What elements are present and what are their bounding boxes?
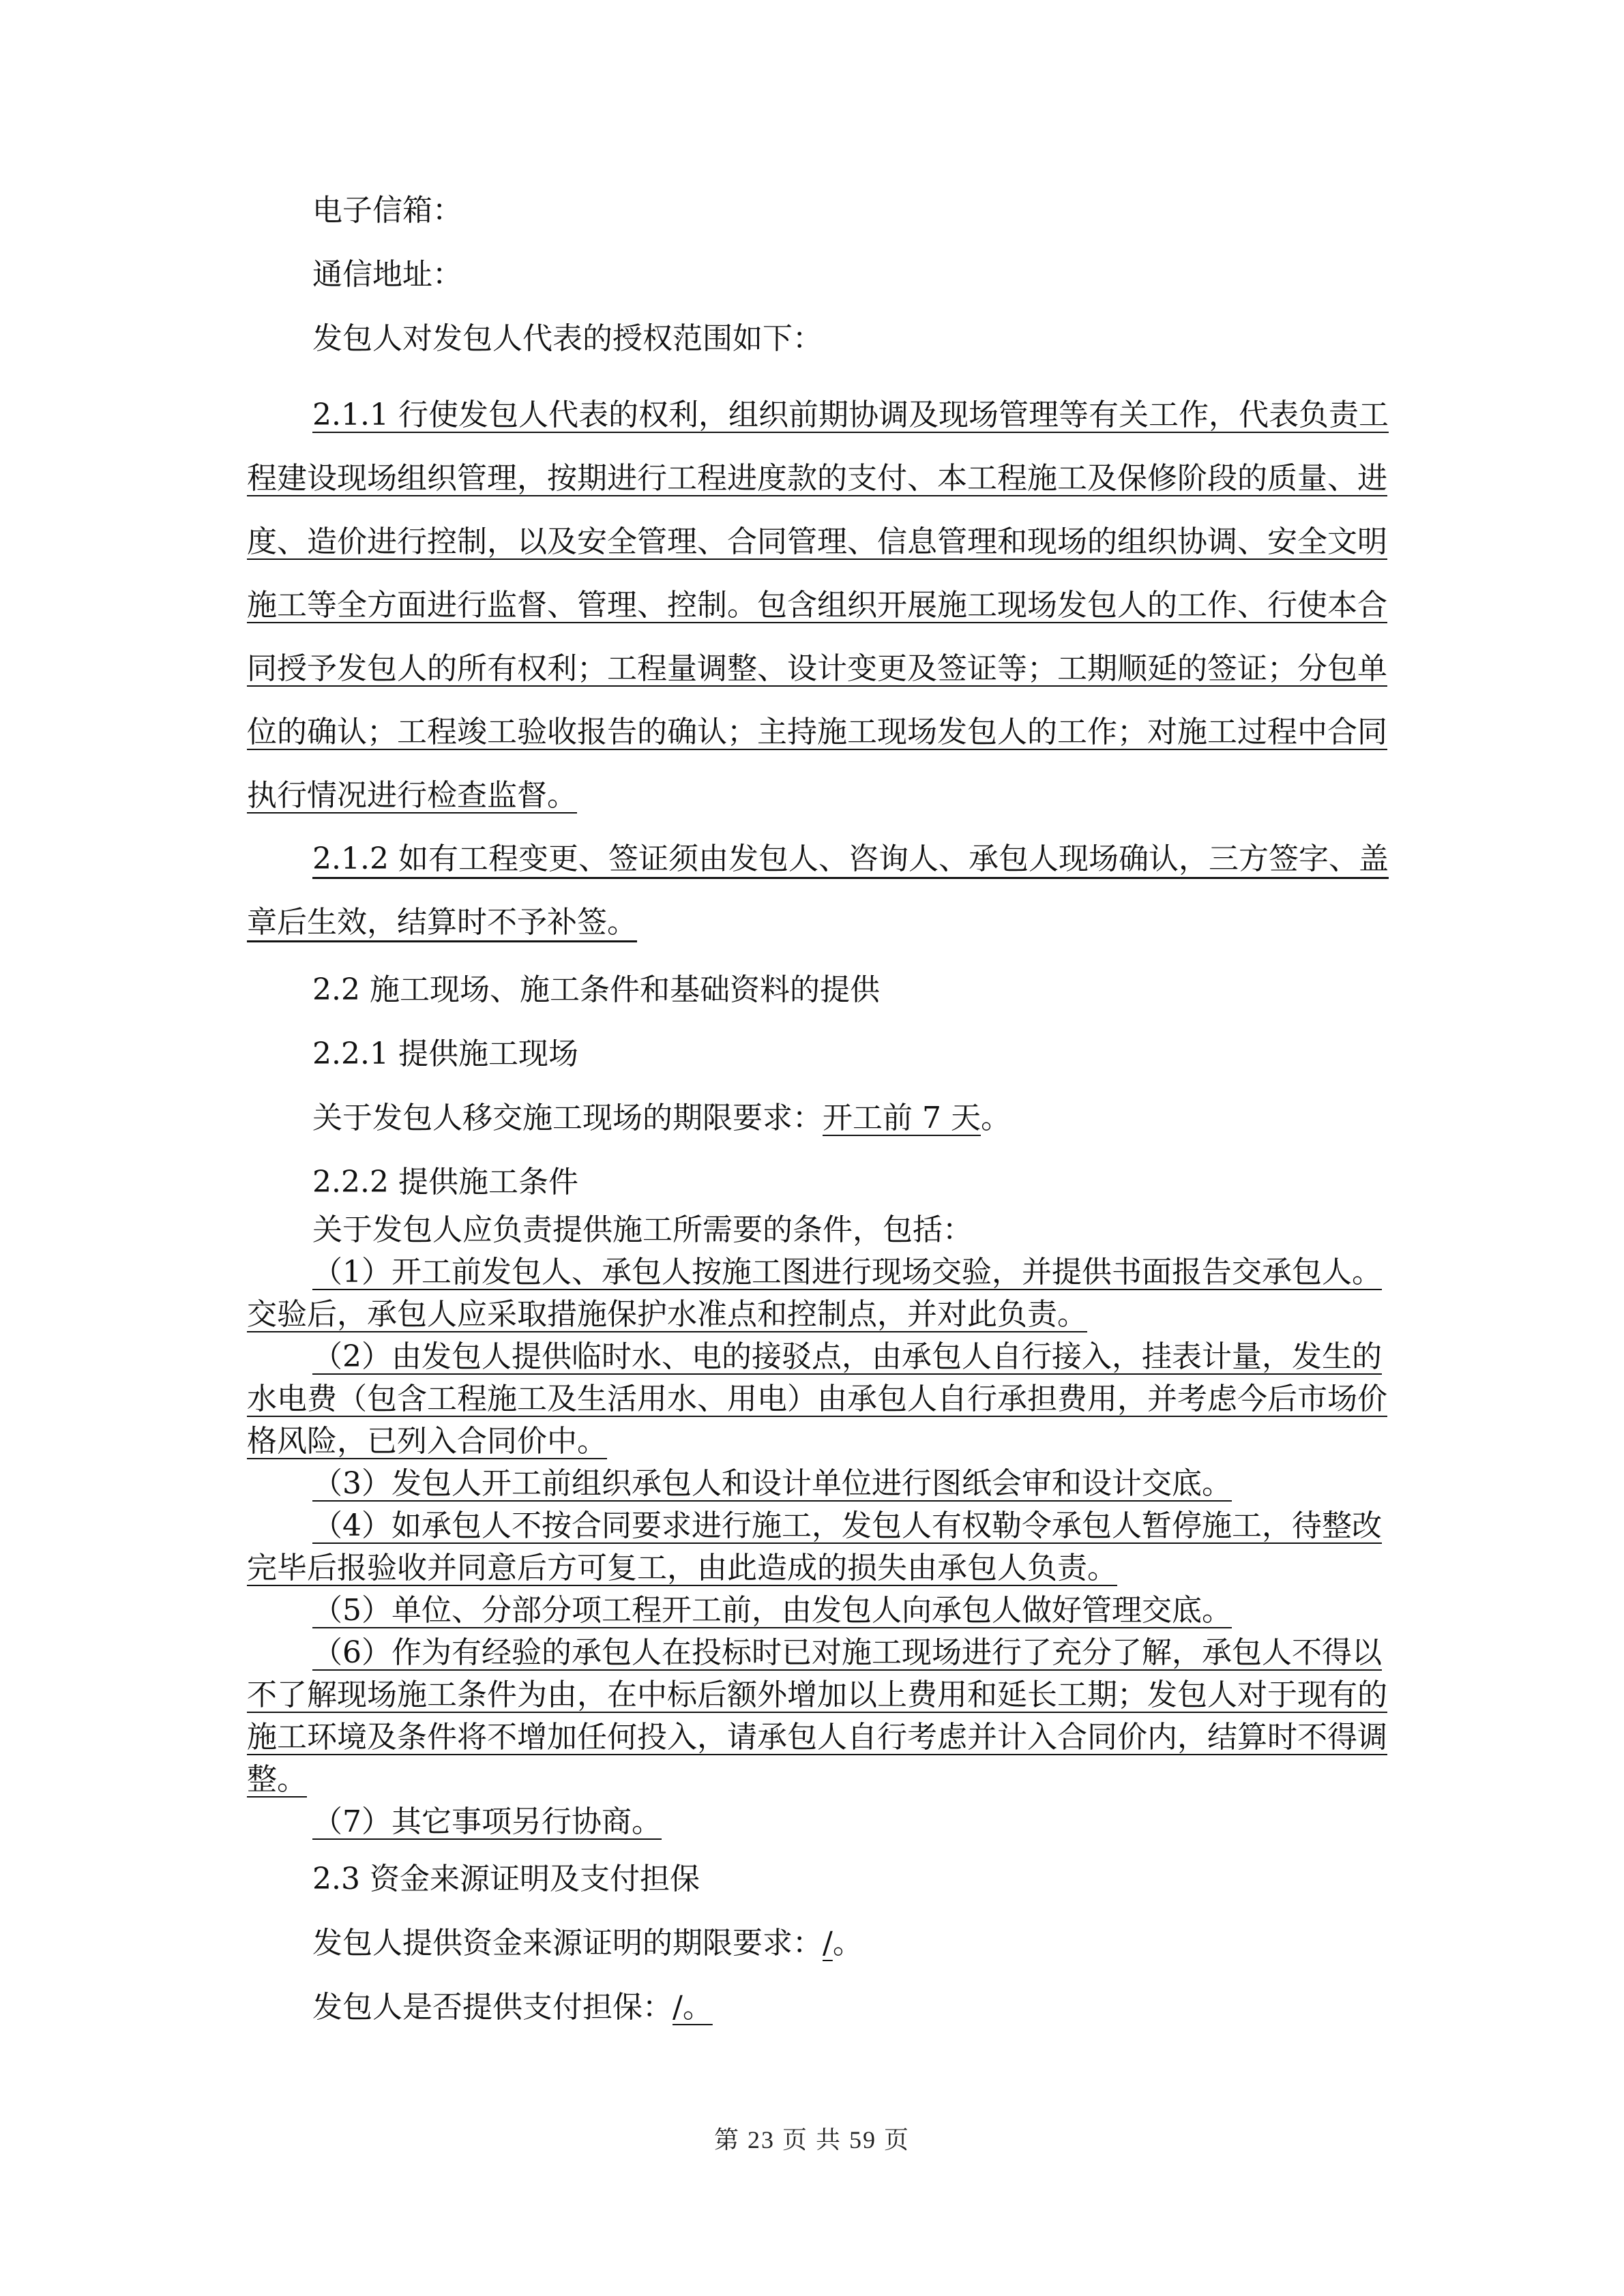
handover-label: 关于发包人移交施工现场的期限要求：: [312, 1101, 823, 1135]
section-heading-2-2-2: 2.2.2 提供施工条件: [312, 1165, 578, 1199]
page-footer: 第 23 页 共 59 页: [713, 2126, 910, 2153]
handover-value: 开工前 7 天: [823, 1101, 981, 1135]
condition-2-text: （2）由发包人提供临时水、电的接驳点，由承包人自行接入，挂表计量，发生的水电费（包含工程施工及生活用水、用电）由承包人自行承担费用，并考虑今后市场价格风险，已列入合同价中。: [247, 1339, 1387, 1459]
payment-guarantee-value: /。: [673, 1990, 713, 2025]
condition-3-text: （3）发包人开工前组织承包人和设计单位进行图纸会审和设计交底。: [312, 1466, 1232, 1501]
fund-proof-end: 。: [832, 1926, 863, 1960]
fund-proof-value: /: [823, 1926, 833, 1960]
condition-2: [247, 1336, 1393, 1463]
clause-2-1-2: [247, 827, 1393, 954]
condition-6: [247, 1632, 1393, 1801]
clause-2-1-2-text: 2.1.2 如有工程变更、签证须由发包人、咨询人、承包人现场确认，三方签字、盖章后生效，结算时不予补签。: [247, 841, 1389, 940]
condition-1-text: （1）开工前发包人、承包人按施工图进行现场交验，并提供书面报告交承包人。交验后，承包人应采取措施保护水准点和控制点，并对此负责。: [247, 1255, 1382, 1332]
fund-proof-label: 发包人提供资金来源证明的期限要求：: [312, 1926, 823, 1960]
handover-end: 。: [980, 1101, 1011, 1135]
condition-5-text: （5）单位、分部分项工程开工前，由发包人向承包人做好管理交底。: [312, 1593, 1232, 1628]
payment-guarantee-requirement: [247, 1988, 1393, 2027]
handover-requirement: [247, 1099, 1393, 1138]
condition-7: [247, 1801, 1393, 1843]
email-line: 电子信箱：: [312, 193, 462, 228]
section-heading-2-2: 2.2 施工现场、施工条件和基础资料的提供: [312, 972, 880, 1007]
condition-1: [247, 1251, 1393, 1336]
condition-3: [247, 1463, 1393, 1505]
conditions-intro: 关于发包人应负责提供施工所需要的条件，包括：: [312, 1212, 973, 1247]
condition-4: [247, 1505, 1393, 1590]
condition-7-text: （7）其它事项另行协商。: [312, 1804, 662, 1839]
condition-4-text: （4）如承包人不按合同要求进行施工，发包人有权勒令承包人暂停施工，待整改完毕后报验收并同意后方可复工，由此造成的损失由承包人负责。: [247, 1508, 1382, 1585]
condition-6-text: （6）作为有经验的承包人在投标时已对施工现场进行了充分了解，承包人不得以不了解现场施工条件为由，在中标后额外增加以上费用和延长工期；发包人对于现有的施工环境及条件将不增加任何投入，请承包人自行考虑并计入合同价内，结算时不得调整。: [247, 1635, 1387, 1797]
address-line: 通信地址：: [312, 257, 462, 292]
document-page: [247, 191, 1393, 2027]
clause-2-1-1-text: 2.1.1 行使发包人代表的权利，组织前期协调及现场管理等有关工作，代表负责工程建设现场组织管理，按期进行工程进度款的支付、本工程施工及保修阶段的质量、进度、造价进行控制，以及安全管理、合同管理、信息管理和现场的组织协调、安全文明施工等全方面进行监督、管理、控制。包含组织开展施工现场发包人的工作、行使本合同授予发包人的所有权利；工程量调整、设计变更及签证等；工期顺延的签证；分包单位的确认；工程竣工验收报告的确认；主持施工现场发包人的工作；对施工过程中合同执行情况进行检查监督。: [247, 398, 1389, 813]
payment-guarantee-label: 发包人是否提供支付担保：: [312, 1990, 673, 2025]
fund-proof-requirement: [247, 1924, 1393, 1963]
condition-5: [247, 1590, 1393, 1632]
section-heading-2-3: 2.3 资金来源证明及支付担保: [312, 1862, 700, 1896]
authorization-scope-line: 发包人对发包人代表的授权范围如下：: [312, 321, 823, 356]
section-heading-2-2-1: 2.2.1 提供施工现场: [312, 1037, 578, 1071]
clause-2-1-1: [247, 383, 1393, 827]
